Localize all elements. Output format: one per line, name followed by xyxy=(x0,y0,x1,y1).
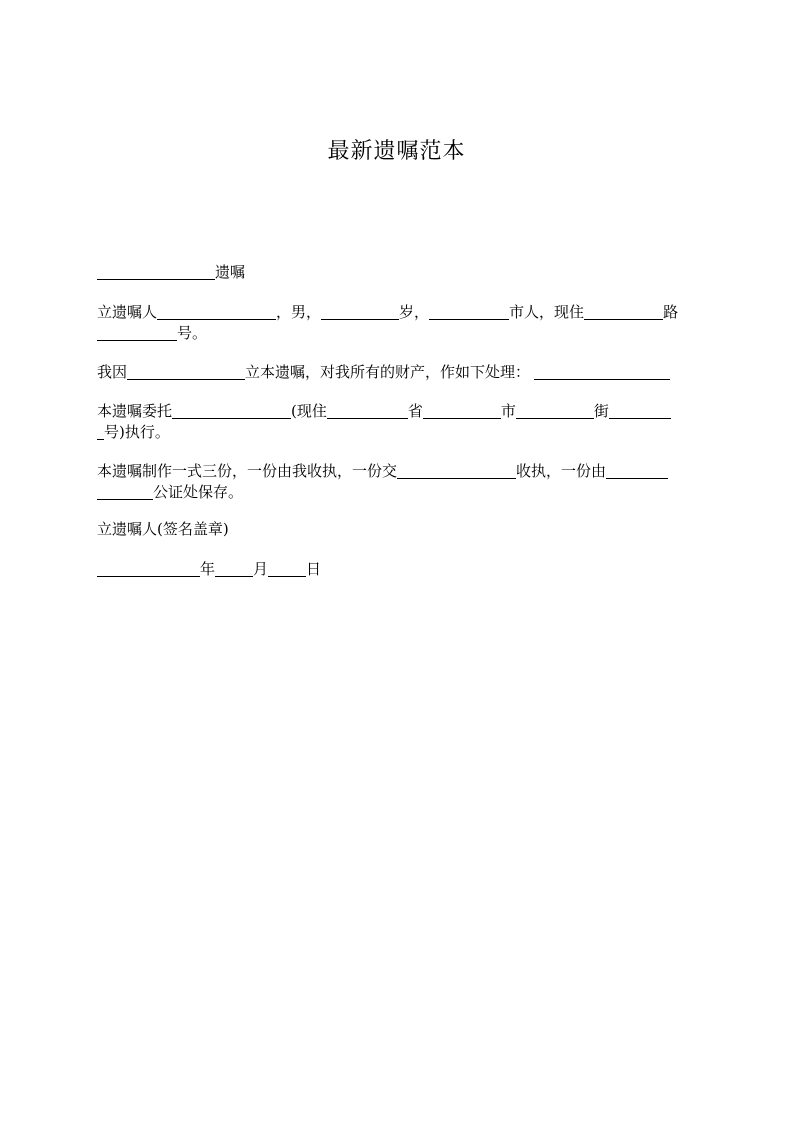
paragraph-testator-line-2 xyxy=(97,323,697,344)
executor-residence-text: (现住 xyxy=(291,402,327,420)
paragraph-executor-line-1 xyxy=(97,401,697,422)
city-blank[interactable] xyxy=(429,303,509,320)
testator-name-blank[interactable] xyxy=(157,303,276,320)
paragraph-reason xyxy=(97,362,697,383)
disposition-text: 立本遗嘱，对我所有的财产，作如下处理： xyxy=(245,363,531,381)
house-number-text: 号。 xyxy=(177,324,208,342)
month-blank[interactable] xyxy=(215,560,253,577)
paragraph-executor-line-2 xyxy=(97,422,697,443)
executor-city-blank[interactable] xyxy=(423,402,501,419)
day-blank[interactable] xyxy=(268,560,306,577)
year-text: 年 xyxy=(200,560,216,578)
copies-text: 本遗嘱制作一式三份，一份由我收执，一份交 xyxy=(97,462,398,480)
paragraph-copies-line-2 xyxy=(97,482,697,503)
city-residence-text: 市人，现住 xyxy=(509,303,585,321)
house-number-blank[interactable] xyxy=(97,324,177,341)
executor-number-blank-1[interactable] xyxy=(609,402,671,419)
heading-suffix: 遗嘱 xyxy=(215,263,246,281)
month-text: 月 xyxy=(253,560,269,578)
reason-label: 我因 xyxy=(97,363,128,381)
disposition-blank[interactable] xyxy=(534,363,670,380)
street-blank[interactable] xyxy=(516,402,594,419)
street-text: 街 xyxy=(593,402,609,420)
notary-blank-1[interactable] xyxy=(606,462,668,479)
will-heading-line xyxy=(97,262,697,283)
paragraph-testator-line-1 xyxy=(97,302,697,323)
road-text: 路 xyxy=(663,303,679,321)
province-text: 省 xyxy=(407,402,423,420)
gender-text: ，男， xyxy=(276,303,322,321)
reason-blank[interactable] xyxy=(127,363,245,380)
executor-label: 本遗嘱委托 xyxy=(97,402,173,420)
notary-blank-2[interactable] xyxy=(97,483,153,500)
day-text: 日 xyxy=(306,560,322,578)
notary-text: 公证处保存。 xyxy=(153,483,244,501)
province-blank[interactable] xyxy=(327,402,408,419)
signature-label: 立遗嘱人(签名盖章) xyxy=(97,520,229,538)
testator-label: 立遗嘱人 xyxy=(97,303,158,321)
signature-line xyxy=(97,519,697,540)
year-blank[interactable] xyxy=(97,560,200,577)
age-unit-text: 岁， xyxy=(399,303,430,321)
date-line xyxy=(97,559,697,580)
road-blank[interactable] xyxy=(584,303,663,320)
execution-text: 号)执行。 xyxy=(104,423,170,441)
paragraph-copies-line-1 xyxy=(97,461,697,482)
copy-holder-blank[interactable] xyxy=(397,462,516,479)
executor-number-blank-2[interactable] xyxy=(97,423,104,440)
copy-holder-text: 收执，一份由 xyxy=(516,462,607,480)
executor-city-text: 市 xyxy=(500,402,516,420)
page-title: 最新遗嘱范本 xyxy=(327,139,466,164)
name-blank[interactable] xyxy=(97,263,215,280)
executor-name-blank[interactable] xyxy=(172,402,291,419)
age-blank[interactable] xyxy=(321,303,399,320)
